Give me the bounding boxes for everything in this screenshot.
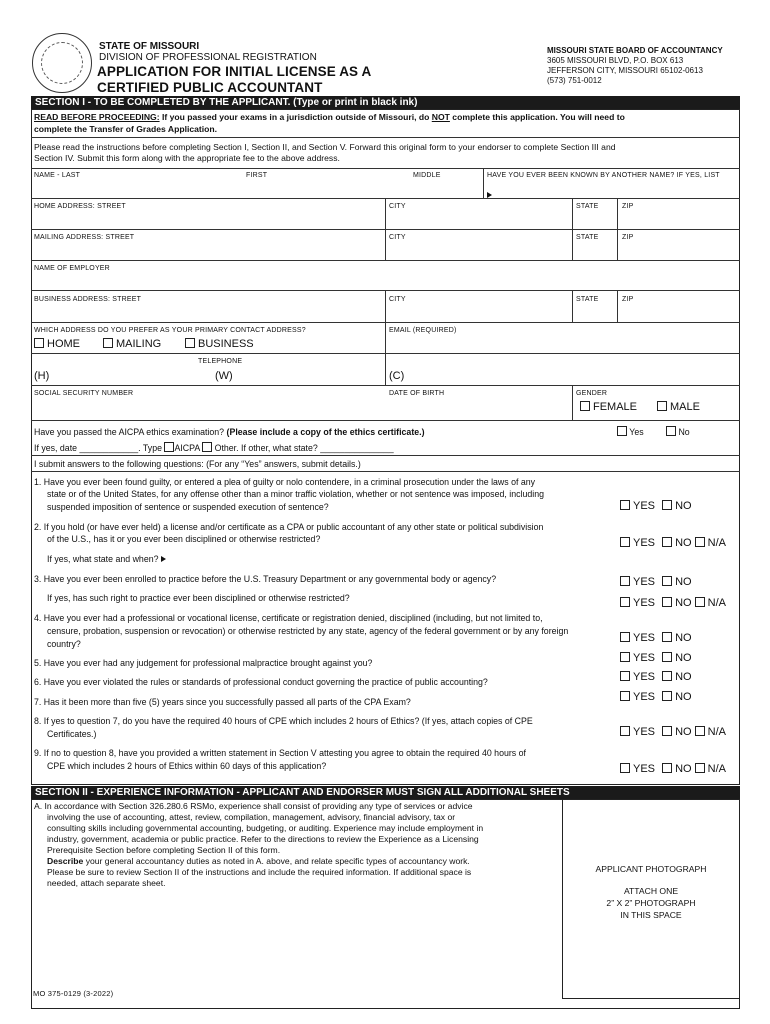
question-8-line-2: Certificates.) <box>47 729 97 739</box>
q7-yes-label: YES <box>633 691 656 703</box>
read-before-proceeding <box>34 112 738 123</box>
male-option-label: MALE <box>670 401 700 413</box>
q3-yes-label: YES <box>633 576 656 588</box>
tel-work-label: (W) <box>215 370 233 382</box>
question-2-followup <box>47 554 166 565</box>
board-address-1: 3605 MISSOURI BLVD, P.O. BOX 613 <box>547 56 684 65</box>
telephone-label: TELEPHONE <box>198 358 243 365</box>
q8-no-checkbox[interactable] <box>662 726 672 736</box>
q3-no-checkbox[interactable] <box>662 576 672 586</box>
section2-text-4: industry, government, academia or public practice. Refer to the directions to review the Experience as a Licensing <box>47 834 479 844</box>
preferred-address-label: WHICH ADDRESS DO YOU PREFER AS YOUR PRIMARY CONTACT ADDRESS? <box>34 327 306 334</box>
read-text-c: complete the Transfer of Grades Application. <box>34 124 218 134</box>
q3-yes-checkbox[interactable] <box>620 576 630 586</box>
instructions-1: Please read the instructions before completing Section I, Section II, and Section V. Forward this original form to your endorser to complete Section III and <box>34 142 616 152</box>
q3b-no-checkbox[interactable] <box>662 597 672 607</box>
question-1-line-1: 1. Have you ever been found guilty, or entered a plea of guilty or nolo contendere, in a criminal prosecution under the laws of any <box>34 477 536 487</box>
mailing-checkbox-box[interactable] <box>103 338 113 348</box>
q4-answers <box>620 632 692 644</box>
q5-no-label: NO <box>675 652 692 664</box>
section2-review-1: Please be sure to review Section II of the instructions and include the required information. If additional space is <box>47 867 472 877</box>
board-address-2: JEFFERSON CITY, MISSOURI 65102-0613 <box>547 66 703 75</box>
business-street-label: BUSINESS ADDRESS: STREET <box>34 296 142 303</box>
mailing-option-label: MAILING <box>116 338 162 350</box>
aicpa-no-box[interactable] <box>666 426 676 436</box>
question-2-arrow-icon[interactable] <box>161 556 166 562</box>
gender-label: GENDER <box>576 390 608 397</box>
read-text-b: complete this application. You will need to <box>449 112 625 122</box>
q9-na-checkbox[interactable] <box>695 763 705 773</box>
business-checkbox[interactable] <box>185 338 254 350</box>
read-label: READ BEFORE PROCEEDING: <box>34 112 160 122</box>
q3-no-label: NO <box>675 576 692 588</box>
q6-yes-label: YES <box>633 671 656 683</box>
name-input-area[interactable] <box>34 178 479 196</box>
photo-space: IN THIS SPACE <box>620 910 682 920</box>
question-9-line-2: CPE which includes 2 hours of Ethics within 60 days of this application? <box>47 761 327 771</box>
q9-yes-checkbox[interactable] <box>620 763 630 773</box>
aicpa-question <box>34 427 425 438</box>
experience-description-area[interactable] <box>34 892 558 992</box>
mailing-street-label: MAILING ADDRESS: STREET <box>34 234 135 241</box>
section2-heading: SECTION II - EXPERIENCE INFORMATION - APPLICANT AND ENDORSER MUST SIGN ALL ADDITIONAL SHEETS <box>31 786 740 799</box>
q6-yes-checkbox[interactable] <box>620 671 630 681</box>
section2-describe <box>47 856 470 867</box>
division-name: DIVISION OF PROFESSIONAL REGISTRATION <box>99 52 317 63</box>
question-2-line-2: of the U.S., has it or you ever been disciplined or otherwise restricted? <box>47 534 321 544</box>
aicpa-yes-box[interactable] <box>617 426 627 436</box>
q5-yes-label: YES <box>633 652 656 664</box>
q2-no-label: NO <box>675 537 692 549</box>
q8-yes-label: YES <box>633 726 656 738</box>
aicpa-type-checkbox[interactable] <box>164 442 174 452</box>
business-option-label: BUSINESS <box>198 338 254 350</box>
aicpa-yes-label: Yes <box>629 427 644 437</box>
question-2-line-1: 2. If you hold (or have ever held) a license and/or certificate as a CPA or public accountant of any other state or political subdivision <box>34 522 544 532</box>
q7-answers <box>620 691 692 703</box>
q3b-yes-label: YES <box>633 597 656 609</box>
section2-text-5: Prerequisite Section before completing Section II of this form. <box>47 845 281 855</box>
question-1-line-2: state or of the United States, for any offense other than a minor traffic violation, whether or not sentence was imposed, including <box>47 489 544 499</box>
q9-no-checkbox[interactable] <box>662 763 672 773</box>
aicpa-type-label: AICPA <box>174 443 200 453</box>
section1-heading: SECTION I - TO BE COMPLETED BY THE APPLICANT. (Type or print in black ink) <box>31 96 740 109</box>
q8-na-checkbox[interactable] <box>695 726 705 736</box>
q7-no-checkbox[interactable] <box>662 691 672 701</box>
title-line-1: APPLICATION FOR INITIAL LICENSE AS A <box>97 64 372 79</box>
q6-answers <box>620 671 692 683</box>
home-option-label: HOME <box>47 338 80 350</box>
header-left <box>99 41 317 63</box>
q9-na-label: N/A <box>707 763 726 775</box>
section2-text-1: A. In accordance with Section 326.280.6 RSMo, experience shall consist of providing any type of services or advice <box>34 801 473 811</box>
read-not: NOT <box>431 112 450 122</box>
question-1-line-3: suspended imposition of sentence or suspended execution of sentence? <box>47 502 329 512</box>
female-checkbox-box[interactable] <box>580 401 590 411</box>
q8-yes-checkbox[interactable] <box>620 726 630 736</box>
aicpa-question-text: Have you passed the AICPA ethics examination? <box>34 427 227 437</box>
board-address <box>547 46 723 86</box>
question-4-line-3: country? <box>47 639 81 649</box>
home-checkbox[interactable] <box>34 338 80 350</box>
tel-home-label: (H) <box>34 370 50 382</box>
other-name-label: HAVE YOU EVER BEEN KNOWN BY ANOTHER NAME? IF YES, LIST <box>487 172 720 179</box>
q4-yes-checkbox[interactable] <box>620 632 630 642</box>
q5-answers <box>620 652 692 664</box>
home-street-label: HOME ADDRESS: STREET <box>34 203 126 210</box>
q3b-no-label: NO <box>675 597 692 609</box>
q4-no-checkbox[interactable] <box>662 632 672 642</box>
email-label: EMAIL (REQUIRED) <box>389 327 457 334</box>
q3-answers <box>620 576 692 588</box>
question-4-line-2: censure, probation, suspension or revocation) or otherwise restricted by any state, agency of the federal government or by any foreign <box>47 626 569 636</box>
question-4-line-1: 4. Have you ever had a professional or vocational license, certificate or registration denied, disciplined (including, but not limited to, <box>34 613 543 623</box>
other-type-checkbox[interactable] <box>202 442 212 452</box>
q1-no-checkbox[interactable] <box>662 500 672 510</box>
submit-answers-text: I submit answers to the following questions: (For any “Yes” answers, submit details.) <box>34 459 361 469</box>
q4-yes-label: YES <box>633 632 656 644</box>
q9-yes-label: YES <box>633 763 656 775</box>
q1-yes-checkbox[interactable] <box>620 500 630 510</box>
q3b-na-label: N/A <box>707 597 726 609</box>
business-city-label: CITY <box>389 296 406 303</box>
photo-label: APPLICANT PHOTOGRAPH <box>595 864 707 874</box>
photo-attach: ATTACH ONE <box>623 886 679 896</box>
q4-no-label: NO <box>675 632 692 644</box>
mailing-city-label: CITY <box>389 234 406 241</box>
home-checkbox-box[interactable] <box>34 338 44 348</box>
q2-answers <box>620 537 726 549</box>
section2-text-3: consulting skills including governmental accounting, budgeting, or auditing. Experience may include employment in <box>47 823 484 833</box>
question-9-line-1: 9. If no to question 8, have you provided a written statement in Section V attesting you agree to obtain the required 40 hours of <box>34 748 526 758</box>
q6-no-checkbox[interactable] <box>662 671 672 681</box>
name-last-label: NAME - LAST <box>34 172 81 179</box>
aicpa-date-text: If yes, date ____________. Type <box>34 443 162 453</box>
female-checkbox[interactable] <box>580 401 637 413</box>
q2-na-checkbox[interactable] <box>695 537 705 547</box>
aicpa-yes-checkbox[interactable] <box>617 426 644 438</box>
question-7: 7. Has it been more than five (5) years since you successfully passed all parts of the CPA Exam? <box>34 697 411 707</box>
business-zip-label: ZIP <box>622 296 634 303</box>
aicpa-date-line <box>34 442 394 454</box>
board-phone: (573) 751-0012 <box>547 76 602 85</box>
ssn-label: SOCIAL SECURITY NUMBER <box>34 390 134 397</box>
section2-text-2: involving the use of accounting, attest, review, compilation, management, advisory, financial advisory, tax or <box>47 812 456 822</box>
aicpa-question-bold: (Please include a copy of the ethics certificate.) <box>226 427 425 437</box>
divider <box>31 137 740 138</box>
q5-no-checkbox[interactable] <box>662 652 672 662</box>
form-title <box>97 64 371 96</box>
question-3-line-1: 3. Have you ever been enrolled to practice before the U.S. Treasury Department or any governmental body or agency? <box>34 574 497 584</box>
title-line-2: CERTIFIED PUBLIC ACCOUNTANT <box>97 80 323 95</box>
q1-yes-label: YES <box>633 500 656 512</box>
first-name-label: FIRST <box>246 172 268 179</box>
home-zip-label: ZIP <box>622 203 634 210</box>
dob-label: DATE OF BIRTH <box>389 390 445 397</box>
mailing-checkbox[interactable] <box>103 338 161 350</box>
q3-followup-answers <box>620 597 726 609</box>
q3b-yes-checkbox[interactable] <box>620 597 630 607</box>
question-5: 5. Have you ever had any judgement for professional malpractice brought against you? <box>34 658 373 668</box>
section2-review-2: needed, attach separate sheet. <box>47 878 166 888</box>
q9-no-label: NO <box>675 763 692 775</box>
mailing-zip-label: ZIP <box>622 234 634 241</box>
question-3-followup: If yes, has such right to practice ever been disciplined or otherwise restricted? <box>47 593 350 603</box>
employer-label: NAME OF EMPLOYER <box>34 265 110 272</box>
q7-no-label: NO <box>675 691 692 703</box>
question-2-followup-text: If yes, what state and when? <box>47 554 159 564</box>
home-city-label: CITY <box>389 203 406 210</box>
middle-name-label: MIDDLE <box>413 172 441 179</box>
q5-yes-checkbox[interactable] <box>620 652 630 662</box>
q8-no-label: NO <box>675 726 692 738</box>
photo-size: 2” X 2” PHOTOGRAPH <box>606 898 696 908</box>
tel-cell-label: (C) <box>389 370 405 382</box>
question-6: 6. Have you ever violated the rules or standards of professional conduct governing the practice of public accounting? <box>34 677 488 687</box>
mailing-state-label: STATE <box>576 234 599 241</box>
q9-answers <box>620 763 726 775</box>
q8-na-label: N/A <box>707 726 726 738</box>
describe-bold: Describe <box>47 856 84 866</box>
q1-no-label: NO <box>675 500 692 512</box>
q1-answers <box>620 500 692 512</box>
home-state-label: STATE <box>576 203 599 210</box>
male-checkbox-box[interactable] <box>657 401 667 411</box>
read-text-a: If you passed your exams in a jurisdiction outside of Missouri, do <box>159 112 432 122</box>
state-seal-icon <box>32 33 92 93</box>
aicpa-other-label: Other. If other, what state? _______________ <box>214 443 394 453</box>
business-state-label: STATE <box>576 296 599 303</box>
question-8-line-1: 8. If yes to question 7, do you have the required 40 hours of CPE which includes 2 hours of Ethics? (If yes, attach copies of CPE <box>34 716 533 726</box>
female-option-label: FEMALE <box>593 401 638 413</box>
describe-rest: your general accountancy duties as noted in A. above, and relate specific types of accountancy work. <box>83 856 470 866</box>
aicpa-no-label: No <box>678 427 690 437</box>
q2-yes-label: YES <box>633 537 656 549</box>
q7-yes-checkbox[interactable] <box>620 691 630 701</box>
q2-no-checkbox[interactable] <box>662 537 672 547</box>
q3b-na-checkbox[interactable] <box>695 597 705 607</box>
board-name: MISSOURI STATE BOARD OF ACCOUNTANCY <box>547 46 723 55</box>
state-name: STATE OF MISSOURI <box>99 41 200 52</box>
instructions-2: Section IV. Submit this form along with the appropriate fee to the above address. <box>34 153 340 163</box>
aicpa-no-checkbox[interactable] <box>666 426 690 438</box>
q6-no-label: NO <box>675 671 692 683</box>
male-checkbox[interactable] <box>657 401 700 413</box>
form-number: MO 375-0129 (3-2022) <box>33 989 114 998</box>
q8-answers <box>620 726 726 738</box>
q2-na-label: N/A <box>707 537 726 549</box>
other-name-arrow-icon[interactable] <box>487 185 492 203</box>
business-checkbox-box[interactable] <box>185 338 195 348</box>
q2-yes-checkbox[interactable] <box>620 537 630 547</box>
